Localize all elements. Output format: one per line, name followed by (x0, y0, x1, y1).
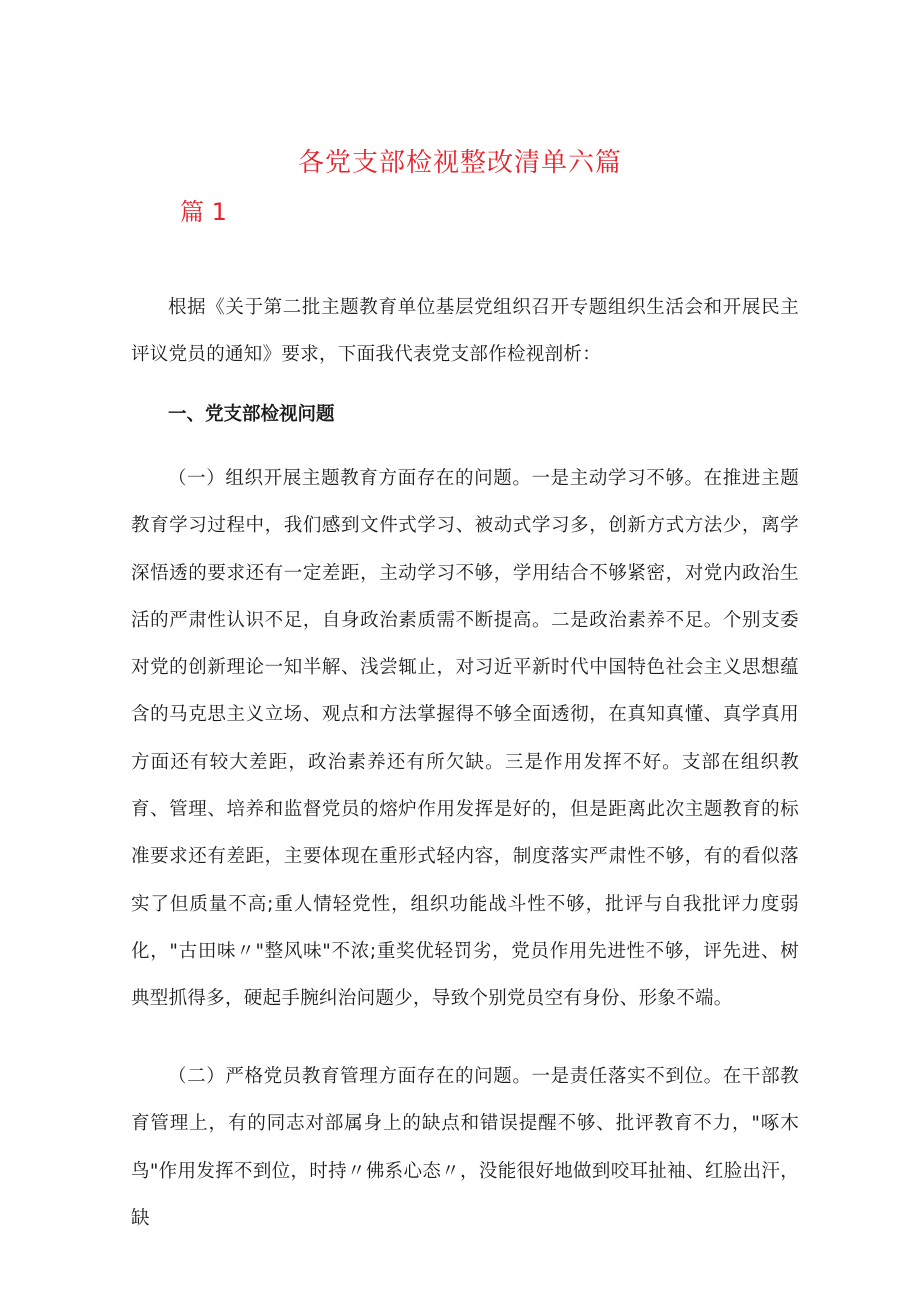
section-label: 篇 1 (180, 198, 227, 226)
section-heading: 一、党支部检视问题 (168, 404, 335, 425)
intro-paragraph: 根据《关于第二批主题教育单位基层党组织召开专题组织生活会和开展民主评议党员的通知》要求，下面我代表党支部作检视剖析： (131, 297, 799, 366)
document-title: 各党支部检视整改清单六篇 (297, 148, 622, 178)
body-paragraph-2: （二）严格党员教育管理方面存在的问题。一是责任落实不到位。在干部教育管理上，有的同志对部属身上的缺点和错误提醒不够、批评教育不力，"啄木鸟"作用发挥不到位，时持〃佛系心态〃，没能很好地做到咬耳扯袖、红脸出汗，缺 (131, 1066, 799, 1229)
body-paragraph-1: （一）组织开展主题教育方面存在的问题。一是主动学习不够。在推进主题教育学习过程中，我们感到文件式学习、被动式学习多，创新方式方法少，离学深悟透的要求还有一定差距，主动学习不够，学用结合不够紧密，对党内政治生活的严肃性认识不足，自身政治素质需不断提高。二是政治素养不足。个别支委对党的创新理论一知半解、浅尝辄止，对习近平新时代中国特色社会主义思想蕴含的马克思主义立场、观点和方法掌握得不够全面透彻，在真知真懂、真学真用方面还有较大差距，政治素养还有所欠缺。三是作用发挥不好。支部在组织教育、管理、培养和监督党员的熔炉作用发挥是好的，但是距离此次主题教育的标准要求还有差距，主要体现在重形式轻内容，制度落实严肃性不够，有的看似落实了但质量不高;重人情轻党性，组织功能战斗性不够，批评与自我批评力度弱化，"古田味〃"整风味"不浓;重奖优轻罚劣，党员作用先进性不够，评先进、树典型抓得多，硬起手腕纠治问题少，导致个别党员空有身份、形象不端。 (131, 468, 799, 1010)
